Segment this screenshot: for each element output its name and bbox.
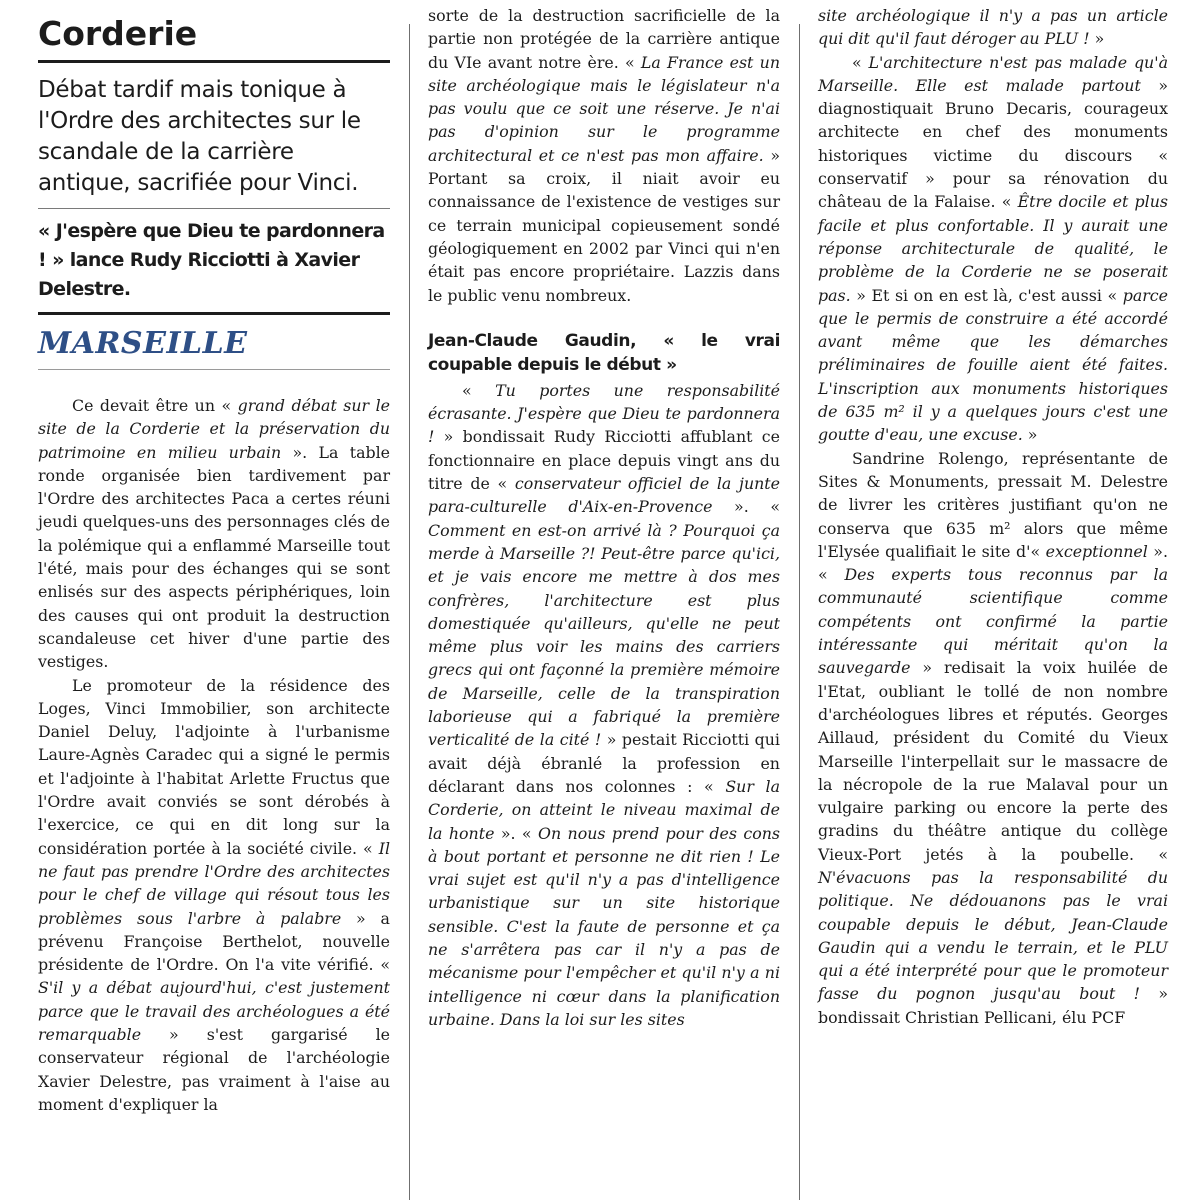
quote-text: conservateur officiel de la junte para-culturelle d'Aix-en-Provence <box>428 474 780 517</box>
paragraph-text: Sandrine Rolengo, représentante de Sites & Monuments, pressait M. Delestre de livrer les critères justifiant qu'on ne conserva que 635 m² alors que même l'Elysée qualifiait le site d'« <box>818 448 1168 561</box>
quote-text: Tu portes une responsabilité écrasante. J'espère que Dieu te pardonnera ! <box>428 380 780 447</box>
quote-text: La France est un site archéologique mais le législateur n'a pas voulu que ce soit une réserve. Je n'ai pas d'opinion sur le programme architectural et ce n'est pas mon affaire. <box>428 52 780 165</box>
quote-text: On nous prend pour des cons à bout portant et personne ne dit rien ! Le vrai sujet est qu'il n'y a pas d'intelligence urbanistique sur un site historique sensible. C'est la faute de personne et ça ne s'arrêtera pas car il n'y a pas de mécanisme pour l'empêcher et qu'il n'y a ni intelligence ni cœur dans la planification urbaine. Dans la loi sur les sites <box>428 823 780 1029</box>
paragraph <box>428 4 780 307</box>
divider <box>38 369 390 370</box>
column-rule <box>409 24 410 1200</box>
quote-text: N'évacuons pas la responsabilité du politique. Ne dédouanons pas le vrai coupable depuis le début, Jean-Claude Gaudin qui a vendu le terrain, et le PLU qui a été interprété pour que le promoteur fasse du pognon jusqu'au bout ! <box>818 867 1168 1004</box>
paragraph <box>818 51 1168 447</box>
article-body <box>818 4 1168 1029</box>
intertitle: Jean-Claude Gaudin, « le vrai coupable depuis le début » <box>428 330 780 375</box>
divider <box>38 208 390 209</box>
paragraph-text: « <box>462 380 496 400</box>
quote-text: Il ne faut pas prendre l'Ordre des architectes pour le chef de village qui résout tous les problèmes sous l'arbre à palabre <box>38 838 390 928</box>
paragraph <box>818 447 1168 1029</box>
paragraph <box>428 379 780 1031</box>
paragraph <box>38 674 390 1117</box>
paragraph-text: » <box>1089 29 1105 49</box>
paragraph-text: » pestait Ricciotti qui avait déjà ébranlé la profession en déclarant dans nos colonnes : « <box>428 730 780 796</box>
paragraph-text: » Portant sa croix, il niait avoir eu connaissance de l'existence de vestiges sur ce terrain municipal copieusement sondé géologiquement en 2002 par Vinci qui n'en était pas encore propriétaire. Lazzis dans le public venu nombreux. <box>428 145 780 305</box>
paragraph-text: ». « <box>494 823 539 843</box>
paragraph <box>818 4 1168 51</box>
rubric-title: Corderie <box>38 14 390 63</box>
paragraph-text: » a prévenu Françoise Berthelot, nouvelle présidente de l'Ordre. On l'a vite vérifié. « <box>38 908 390 975</box>
article-body <box>38 394 390 1116</box>
column-rule <box>799 24 800 1200</box>
paragraph-text: sorte de la destruction sacrificielle de la partie non protégée de la carrière antique du VIe avant notre ère. « <box>428 6 780 72</box>
article-body <box>428 4 780 1031</box>
paragraph-text: Le promoteur de la résidence des Loges, Vinci Immobilier, son architecte Daniel Deluy, l'adjointe à l'urbanisme Laure-Agnès Caradec qui a signé le permis et l'adjointe à l'habitat Arlette Fructus que l'Ordre avait conviés se sont dérobés à l'exercice, ce qui en dit long sur la considération portée à la société civile. « <box>38 675 390 858</box>
quote-text: Sur la Corderie, on atteint le niveau maximal de la honte <box>428 776 780 843</box>
column-3 <box>818 0 1168 1200</box>
paragraph-text: » redisait la voix huilée de l'Etat, oubliant le tollé de non nombre d'archéologues libres et réputés. Georges Aillaud, président du Comité du Vieux Marseille l'interpellait sur le massacre de la nécropole de la rue Malaval pour un vulgaire parking ou encore la perte des gradins du théâtre antique du collège Vieux-Port jetés à la poubelle. « <box>818 658 1168 864</box>
paragraph-text: ». « <box>712 497 780 517</box>
paragraph-text: ». « <box>818 541 1168 585</box>
quote-text: L'architecture n'est pas malade qu'à Marseille. Elle est malade partout <box>818 52 1168 95</box>
column-1 <box>38 0 390 1200</box>
paragraph-text: « <box>852 52 869 72</box>
paragraph-text: » <box>1022 425 1038 445</box>
quote-text: site archéologique il n'y a pas un article qui dit qu'il faut déroger au PLU ! <box>818 6 1168 49</box>
location-kicker: MARSEILLE <box>38 326 248 361</box>
article-headline: Débat tardif mais tonique à l'Ordre des architectes sur le scandale de la carrière antique, sacrifiée pour Vinci. <box>38 77 361 196</box>
paragraph <box>38 394 390 674</box>
quote-text: exceptionnel <box>1045 541 1148 561</box>
divider <box>38 312 390 315</box>
paragraph-text: Ce devait être un « <box>72 396 238 415</box>
paragraph-text: » s'est gargarisé le conservateur régional de l'archéologie Xavier Delestre, pas vraiment à l'aise au moment d'expliquer la <box>38 1025 390 1114</box>
article-subhead: « J'espère que Dieu te pardonnera ! » lance Rudy Ricciotti à Xavier Delestre. <box>38 220 385 300</box>
quote-text: Comment en est-on arrivé là ? Pourquoi ça merde à Marseille ?! Peut-être parce qu'ici, et je vais encore me mettre à dos mes confrères, l'architecture est plus domestiquée qu'ailleurs, qu'elle ne peut même plus voir les mains des carriers grecs qui ont façonné la première mémoire de Marseille, celle de la transpiration laborieuse qui a fabriqué la première verticalité de la cité ! <box>428 520 780 750</box>
quote-text: Des experts tous reconnus par la communauté scientifique comme compétents ont confirmé la partie intéressante qui méritait qu'on la sauvegarde <box>818 565 1168 678</box>
paragraph-text: » bondissait Christian Pellicani, élu PCF <box>818 984 1168 1027</box>
paragraph-text: » diagnostiquait Bruno Decaris, courageux architecte en chef des monuments historiques victime du discours « conservatif » pour sa rénovation du château de la Falaise. « <box>818 75 1169 212</box>
quote-text: S'il y a débat aujourd'hui, c'est justement parce que le travail des archéologues a été remarquable <box>38 978 390 1045</box>
quote-text: grand débat sur le site de la Corderie et la préservation du patrimoine en milieu urbain <box>38 396 390 462</box>
quote-text: parce que le permis de construire a été accordé avant même que les démarches préliminaires de fouille aient été faites. L'inscription aux monuments historiques de 635 m² il y a quelques jours c'est une goutte d'eau, une excuse. <box>818 285 1168 445</box>
column-2 <box>428 0 780 1200</box>
paragraph-text: » Et si on en est là, c'est aussi « <box>850 285 1123 305</box>
quote-text: Être docile et plus facile et plus confortable. Il y aurait une réponse architecturale de qualité, le problème de la Corderie ne se poserait pas. <box>818 192 1168 305</box>
paragraph-text: ». La table ronde organisée bien tardivement par l'Ordre des architectes Paca a certes réuni jeudi quelques-uns des personnages clés de la polémique qui a enflammé Marseille tout l'été, mais pour des échanges qui se sont enlisés sur des aspects périphériques, loin des causes qui ont produit la destruction scandaleuse cet hiver d'une partie des vestiges. <box>38 442 390 672</box>
paragraph-text: » bondissait Rudy Ricciotti affublant ce fonctionnaire en place depuis vingt ans du titre de « <box>428 427 780 494</box>
